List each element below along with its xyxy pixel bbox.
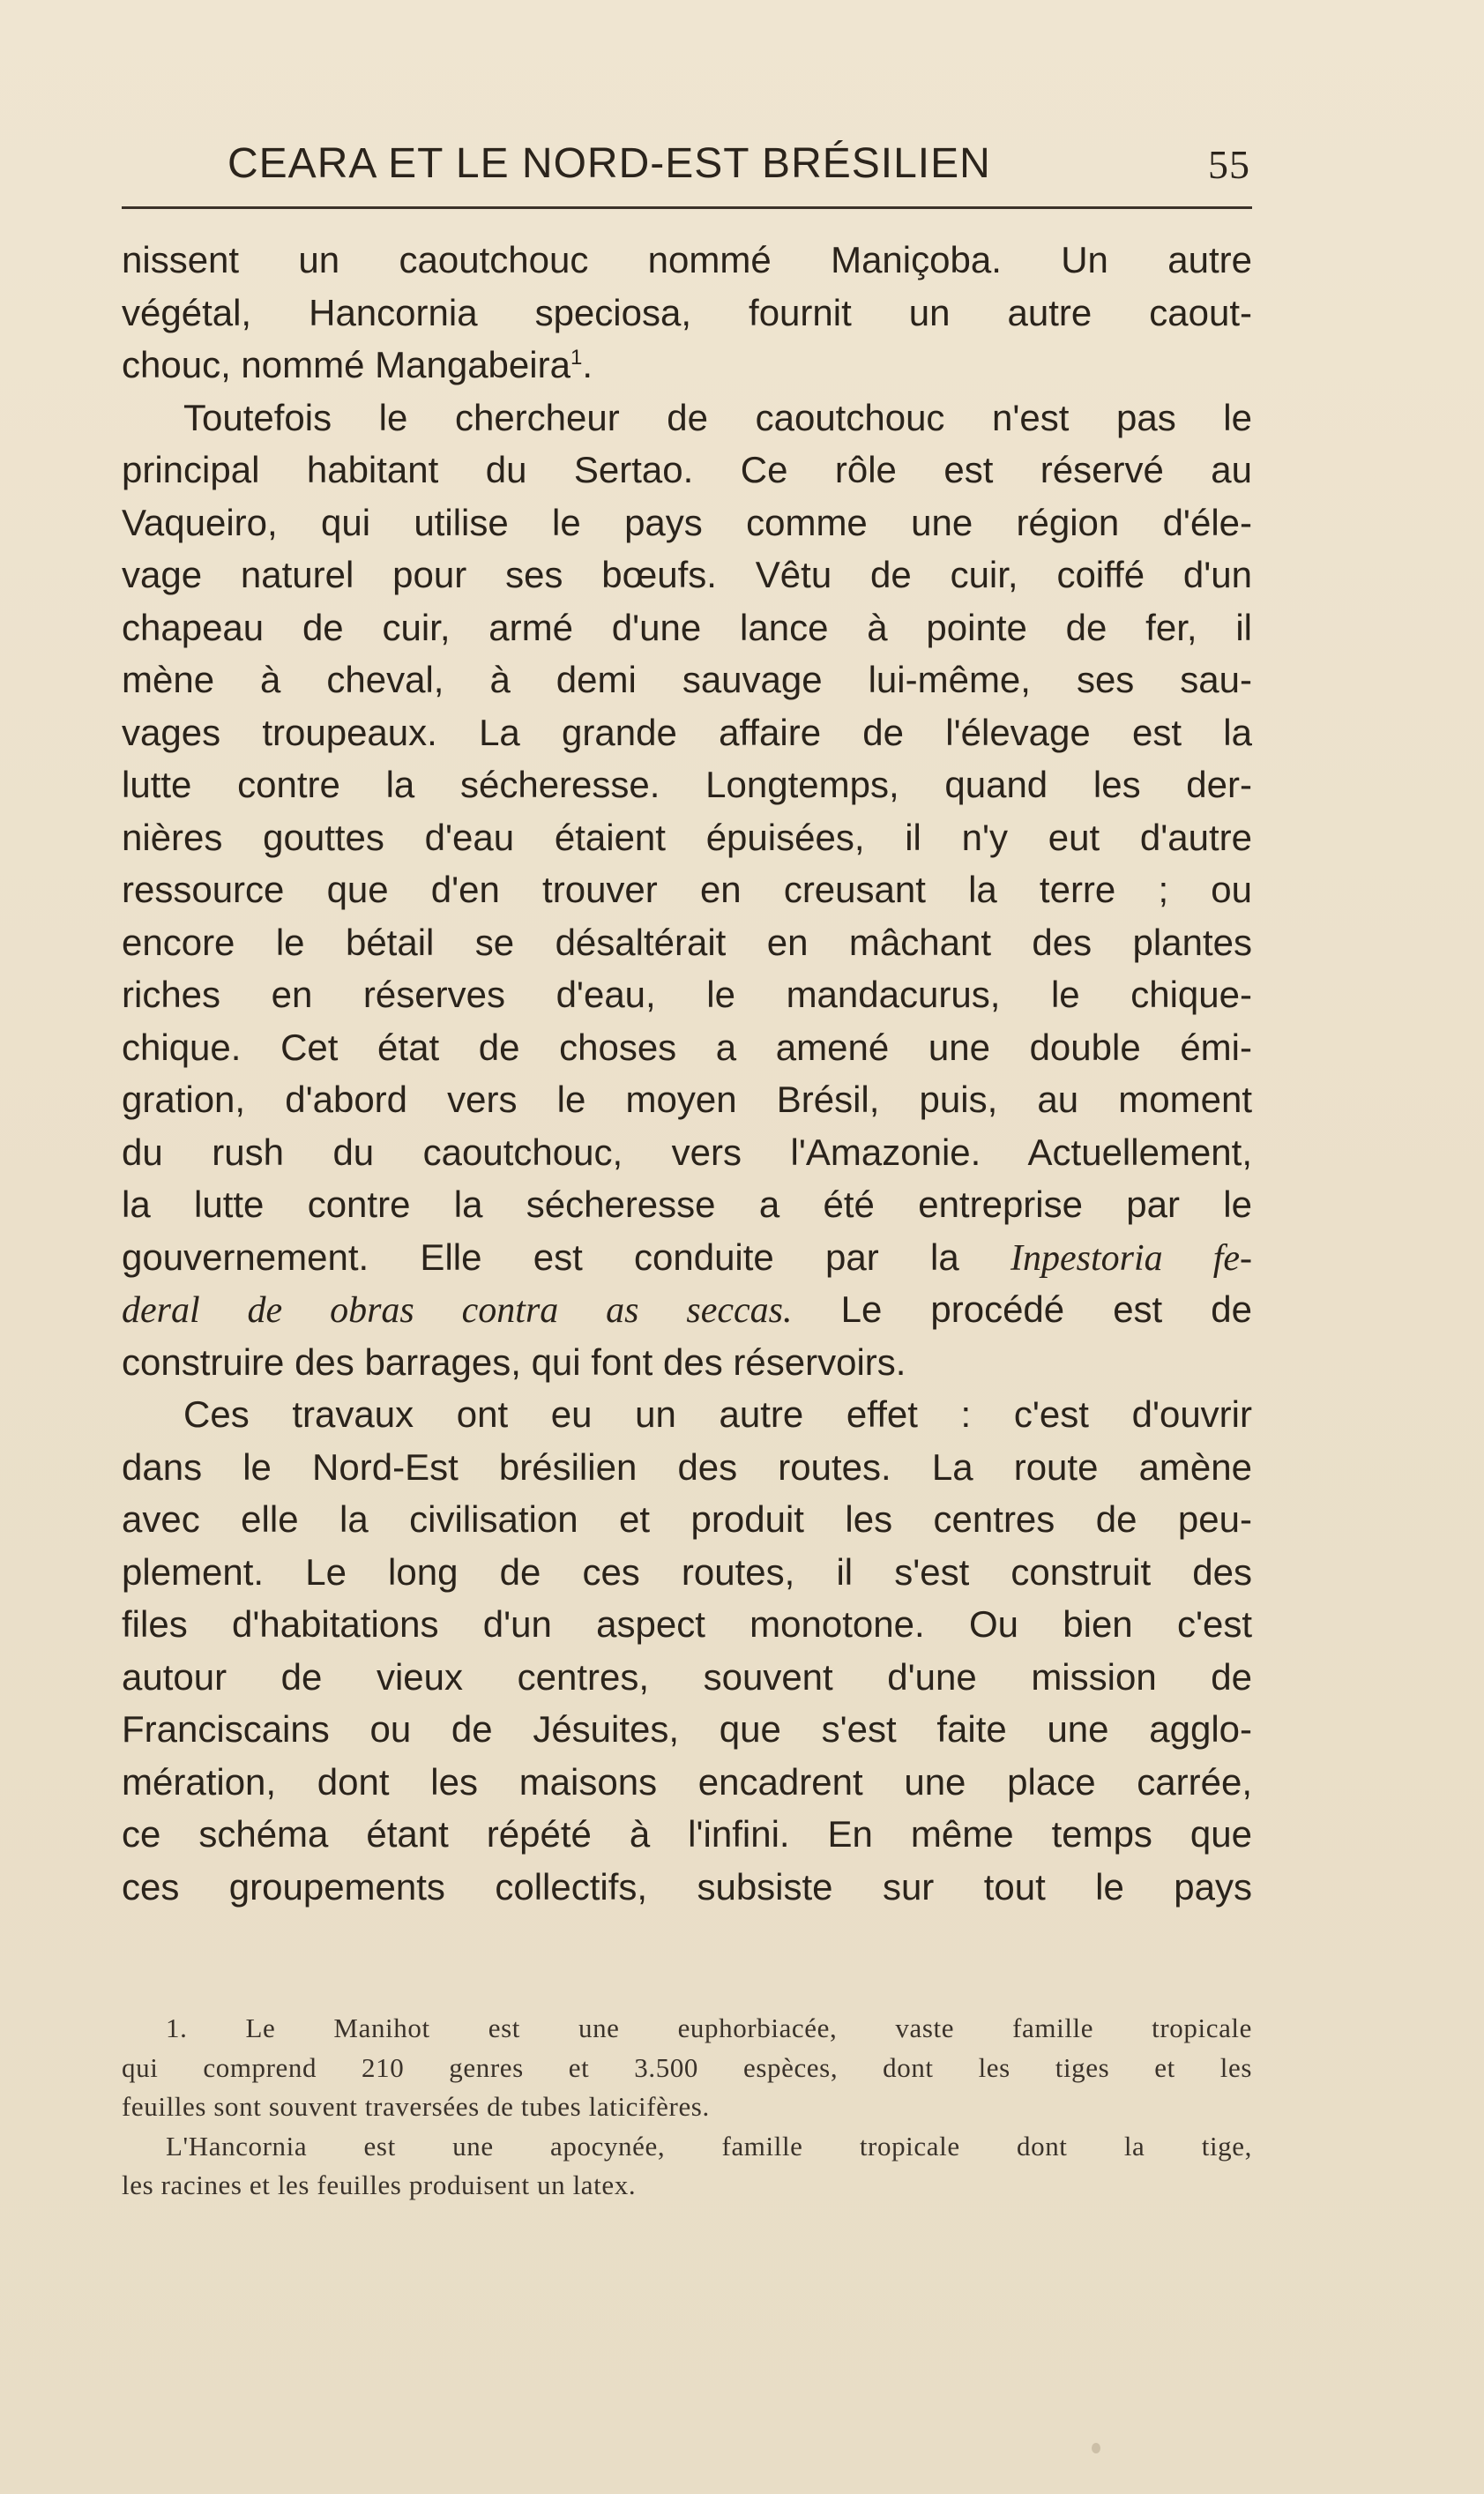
text-line: ressource que d'en trouver en creusant la terre ; ou (122, 869, 1252, 910)
text-line-content: gouvernement. Elle est conduite par la (122, 1236, 959, 1278)
text-line: ce schéma étant répété à l'infini. En même temps que (122, 1813, 1252, 1855)
text-line: files d'habitations d'un aspect monotone. Ou bien c'est (122, 1603, 1252, 1645)
text-line: végétal, Hancornia speciosa, fournit un autre caout- (122, 291, 1252, 333)
text-line: nissent un caoutchouc nommé Maniçoba. Un autre (122, 239, 1252, 280)
text-line: Vaqueiro, qui utilise le pays comme une région d'éle- (122, 501, 1252, 543)
text-line: avec elle la civilisation et produit les centres de peu- (122, 1498, 1252, 1540)
text-line: vages troupeaux. La grande affaire de l'élevage est la (122, 711, 1252, 753)
text-line: Toutefois le chercheur de caoutchouc n'est pas le (183, 396, 1252, 438)
running-title: CEARA ET LE NORD-EST BRÉSILIEN (227, 140, 991, 187)
footnote-line: les racines et les feuilles produisent un latex. (122, 2169, 637, 2200)
footnote-line: L'Hancornia est une apocynée, famille tropicale dont la tige, (166, 2130, 1252, 2162)
page-number: 55 (1208, 142, 1250, 187)
text-line: chique. Cet état de choses a amené une double émi- (122, 1026, 1252, 1068)
text-line: Franciscains ou de Jésuites, que s'est faite une agglo- (122, 1708, 1252, 1750)
footnote-line: feuilles sont souvent traversées de tubes laticifères. (122, 2091, 710, 2122)
italic-title: Inpestoria fe- (1010, 1237, 1253, 1279)
text-line: Ces travaux ont eu un autre effet : c'est d'ouvrir (183, 1393, 1252, 1435)
text-line: gration, d'abord vers le moyen Brésil, puis, au moment (122, 1079, 1252, 1120)
header-rule (122, 206, 1252, 209)
text-line: du rush du caoutchouc, vers l'Amazonie. Actuellement, (122, 1131, 1252, 1173)
text-line: ces groupements collectifs, subsiste sur tout le pays (122, 1865, 1252, 1908)
text-line: nières gouttes d'eau étaient épuisées, il n'y eut d'autre (122, 816, 1252, 858)
text-line: lutte contre la sécheresse. Longtemps, quand les der- (122, 764, 1252, 805)
text-line-content: Le procédé est de (840, 1288, 1252, 1330)
text-line (122, 339, 1252, 392)
text-line: construire des barrages, qui font des réservoirs. (122, 1340, 906, 1383)
text-line (122, 1231, 1252, 1284)
footnotes (122, 2009, 1252, 2206)
text-line: dans le Nord-Est brésilien des routes. La route amène (122, 1445, 1252, 1488)
text-line: autour de vieux centres, souvent d'une mission de (122, 1655, 1252, 1698)
text-line: chapeau de cuir, armé d'une lance à pointe de fer, il (122, 606, 1252, 648)
text-line-content: chouc, nommé Mangabeira (122, 344, 570, 385)
text-line: principal habitant du Sertao. Ce rôle est réservé au (122, 449, 1252, 490)
text-line: riches en réserves d'eau, le mandacurus, le chique- (122, 974, 1252, 1015)
line-suffix: . (582, 344, 593, 385)
text-line: encore le bétail se désaltérait en mâchant des plantes (122, 921, 1252, 963)
text-line: plement. Le long de ces routes, il s'est construit des (122, 1550, 1252, 1593)
text-line: mène à cheval, à demi sauvage lui-même, ses sau- (122, 659, 1252, 700)
italic-title: deral de obras contra as seccas. (122, 1290, 793, 1331)
text-line: vage naturel pour ses bœufs. Vêtu de cuir, coiffé d'un (122, 554, 1252, 595)
page-header (122, 132, 1250, 203)
paper-spot (1092, 2443, 1100, 2453)
footnote-ref: 1 (570, 346, 583, 370)
body-text (122, 234, 1252, 1913)
text-line: la lutte contre la sécheresse a été entreprise par le (122, 1184, 1252, 1225)
footnote-line: qui comprend 210 genres et 3.500 espèces, dont les tiges et les (122, 2051, 1252, 2083)
text-line: mération, dont les maisons encadrent une place carrée, (122, 1760, 1252, 1803)
footnote-line: 1. Le Manihot est une euphorbiacée, vaste famille tropicale (166, 2012, 1252, 2043)
text-line (122, 1283, 1252, 1336)
